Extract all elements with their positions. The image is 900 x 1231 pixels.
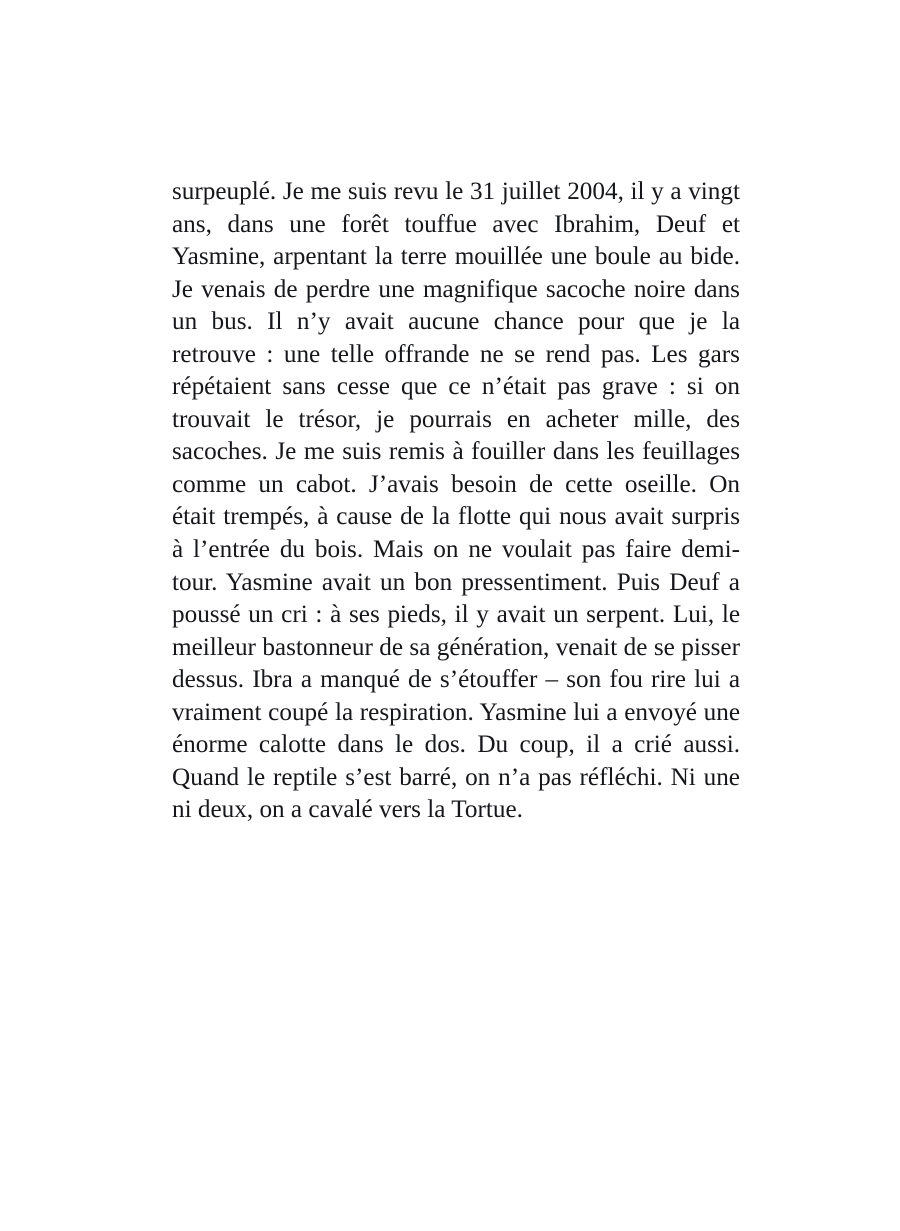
page-text-block: [172, 176, 747, 827]
body-paragraph: surpeuplé. Je me suis revu le 31 juillet 2004, il y a vingt ans, dans une forêt touffue avec Ibrahim, Deuf et Yasmine, arpentant la terre mouillée une boule au bide. Je venais de perdre une magnifique sacoche noire dans un bus. Il n’y avait aucune chance pour que je la retrouve : une telle offrande ne se rend pas. Les gars répétaient sans cesse que ce n’était pas grave : si on trouvait le trésor, je pourrais en acheter mille, des sacoches. Je me suis remis à fouiller dans les feuillages comme un cabot. J’avais besoin de cette oseille. On était trempés, à cause de la flotte qui nous avait surpris à l’entrée du bois. Mais on ne voulait pas faire demi-tour. Yasmine avait un bon pressentiment. Puis Deuf a poussé un cri : à ses pieds, il y avait un serpent. Lui, le meilleur bastonneur de sa génération, venait de se pisser dessus. Ibra a manqué de s’étouffer – son fou rire lui a vraiment coupé la respiration. Yasmine lui a envoyé une énorme calotte dans le dos. Du coup, il a crié aussi. Quand le reptile s’est barré, on n’a pas réfléchi. Ni une ni deux, on a cavalé vers la Tortue.: [172, 178, 747, 824]
